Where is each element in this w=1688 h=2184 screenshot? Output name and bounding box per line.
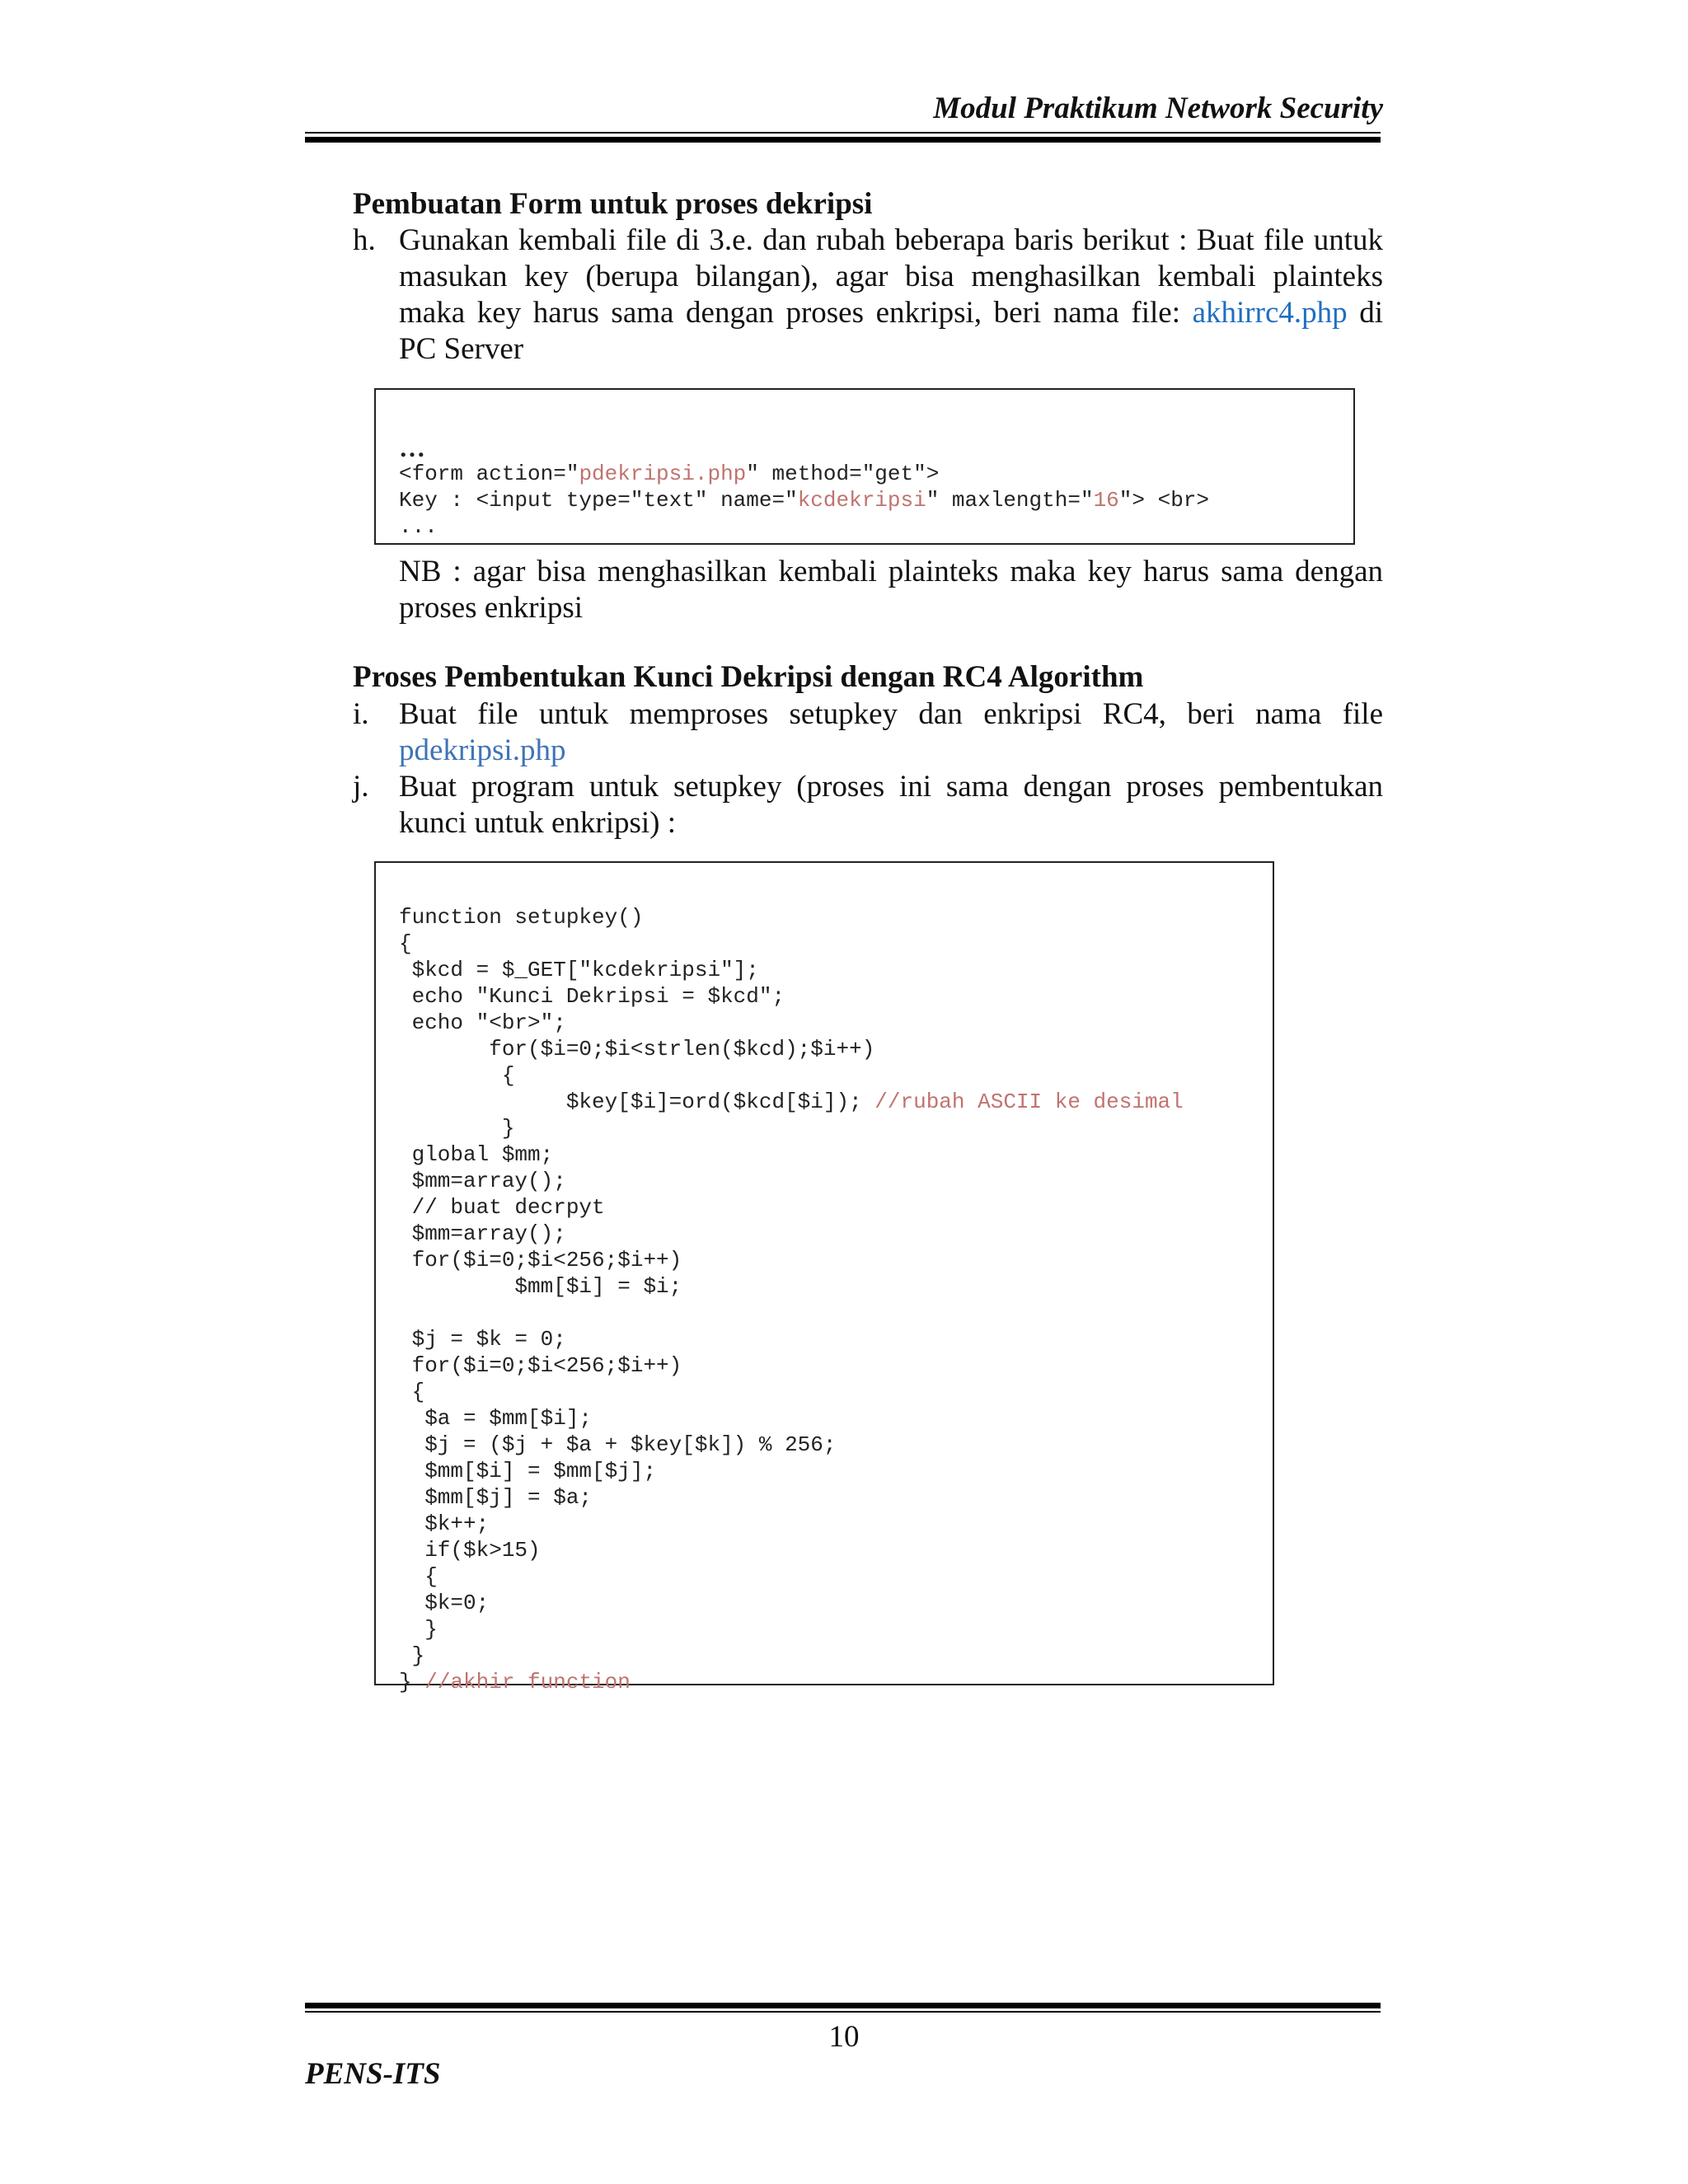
page-number: 10	[828, 2020, 860, 2054]
footer-rule-thin	[305, 2011, 1381, 2013]
akhirrc4-link[interactable]: akhirrc4.php	[1192, 296, 1348, 330]
footer-institution: PENS-ITS	[305, 2057, 441, 2091]
code-line: $mm[$j] = $a;	[399, 1485, 593, 1510]
list-item-i	[353, 696, 1383, 769]
code-line: $j = ($j + $a + $key[$k]) % 256;	[399, 1432, 837, 1457]
list-item-j	[353, 769, 1383, 841]
code-line: for($i=0;$i<strlen($kcd);$i++)	[399, 1037, 875, 1062]
item-h-line1: Gunakan kembali file di 3.e. dan rubah beberapa baris berikut : Buat file untuk	[399, 223, 1383, 257]
header-title: Modul Praktikum Network Security	[933, 91, 1383, 125]
code-line: $mm=array();	[399, 1169, 566, 1193]
code-line: }	[399, 1116, 515, 1141]
section-title-form-dekripsi: Pembuatan Form untuk proses dekripsi	[353, 187, 873, 221]
code-block-form	[374, 388, 1355, 545]
code-line: $a = $mm[$i];	[399, 1406, 593, 1431]
item-h-line2: masukan key (berupa bilangan), agar bisa menghasilkan kembali plainteks	[399, 260, 1383, 293]
code-line: {	[399, 931, 412, 956]
code-line: …	[399, 433, 425, 462]
code-block-setupkey	[374, 861, 1274, 1694]
item-j-line2: kunci untuk enkripsi) :	[399, 806, 677, 840]
note-paragraph	[399, 554, 1383, 626]
code-line: }	[399, 1617, 438, 1642]
list-marker: i.	[353, 697, 369, 731]
code-line: $kcd = $_GET["kcdekripsi"];	[399, 958, 759, 982]
code-line: $k++;	[399, 1511, 490, 1536]
code-line	[399, 1300, 1250, 1326]
code-line: for($i=0;$i<256;$i++)	[399, 1248, 682, 1272]
code-line: }	[399, 1643, 425, 1668]
code-line: global $mm;	[399, 1142, 554, 1167]
item-h-line3: maka key harus sama dengan proses enkripsi, beri nama file: akhirrc4.php di	[399, 296, 1383, 330]
note-line1: NB : agar bisa menghasilkan kembali plainteks maka key harus sama dengan	[399, 555, 1383, 588]
code-line: {	[399, 1063, 515, 1088]
code-line: {	[399, 1380, 425, 1404]
list-marker: h.	[353, 223, 376, 257]
code-line: $key[$i]=ord($kcd[$i]); //rubah ASCII ke desimal	[399, 1090, 1184, 1114]
code-line: $k=0;	[399, 1591, 490, 1615]
pdekripsi-link[interactable]: pdekripsi.php	[399, 733, 566, 767]
code-line: $j = $k = 0;	[399, 1327, 566, 1352]
code-line: $mm[$i] = $i;	[399, 1274, 682, 1299]
code-line: function setupkey()	[399, 905, 644, 930]
footer-rule-thick	[305, 2003, 1381, 2008]
code-line: $mm=array();	[399, 1221, 566, 1246]
note-line2: proses enkripsi	[399, 591, 583, 625]
code-line: $mm[$i] = $mm[$j];	[399, 1459, 657, 1483]
code-line: echo "<br>";	[399, 1010, 566, 1035]
code-line: ...	[399, 514, 438, 539]
code-line: echo "Kunci Dekripsi = $kcd";	[399, 984, 785, 1009]
item-j-line1: Buat program untuk setupkey (proses ini sama dengan proses pembentukan	[399, 770, 1383, 804]
header-rule-thick	[305, 137, 1381, 143]
code-line: {	[399, 1564, 438, 1589]
item-i-line1: Buat file untuk memproses setupkey dan enkripsi RC4, beri nama file	[399, 697, 1383, 731]
code-line: if($k>15)	[399, 1538, 541, 1563]
code-line: // buat decrpyt	[399, 1195, 605, 1220]
code-line: Key : <input type="text" name="kcdekripsi" maxlength="16"> <br>	[399, 488, 1209, 513]
list-item-h	[353, 223, 1383, 368]
item-h-line4: PC Server	[399, 332, 524, 366]
header-rule-thin	[305, 132, 1381, 134]
code-line: <form action="pdekripsi.php" method="get">	[399, 462, 940, 486]
section-title-kunci-dekripsi: Proses Pembentukan Kunci Dekripsi dengan RC4 Algorithm	[353, 660, 1144, 694]
code-line: } //akhir function	[399, 1670, 631, 1694]
list-marker: j.	[353, 770, 369, 804]
code-line: for($i=0;$i<256;$i++)	[399, 1353, 682, 1378]
